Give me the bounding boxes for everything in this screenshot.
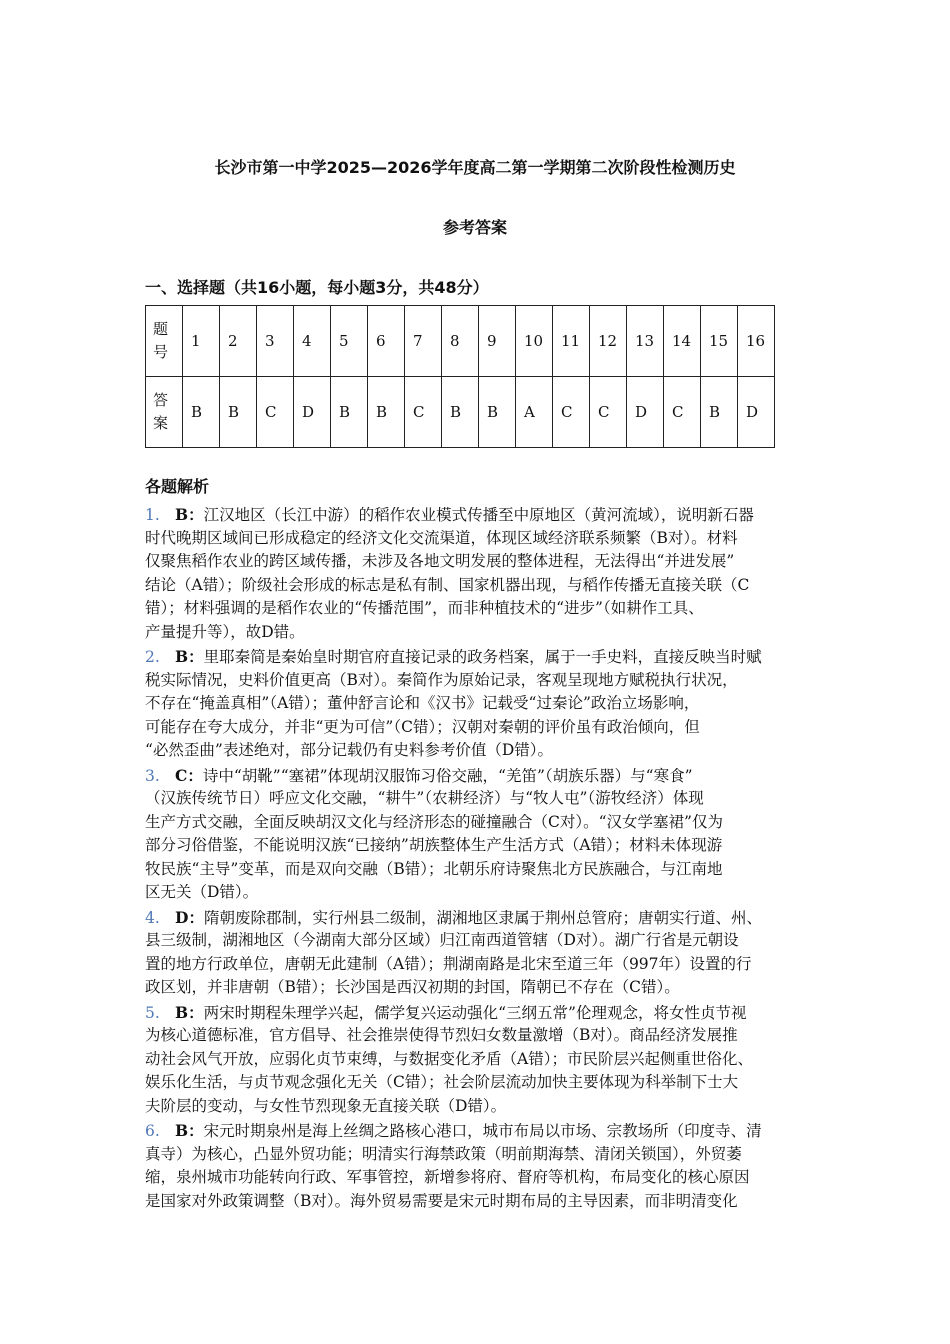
- answer-cell: D: [294, 377, 331, 448]
- question-number-cell: 11: [553, 306, 590, 377]
- line-text: 动社会风气开放，应弱化贞节束缚，与数据变化矛盾（A错）；市民阶层兴起侧重世俗化、: [145, 1049, 753, 1068]
- question-number-cell: 14: [664, 306, 701, 377]
- answer-cell: B: [368, 377, 405, 448]
- line-text: 不存在“掩盖真相”（A错）；董仲舒言论和《汉书》记载受“过秦论”政治立场影响，: [145, 694, 700, 712]
- label-char: 答: [153, 391, 169, 409]
- analysis-line: [145, 1143, 815, 1167]
- item-answer: B：: [175, 505, 204, 524]
- line-text: 为核心道德标准，官方倡导、社会推崇使得节烈妇女数量激增（B对）。商品经济发展推: [145, 1026, 738, 1044]
- item-answer: D：: [175, 907, 204, 927]
- item-answer: C：: [175, 765, 203, 785]
- question-number-cell: 4: [294, 306, 331, 377]
- line-text: 诗中“胡靴”“塞裙”体现胡汉服饰习俗交融，“羌笛”（胡族乐器）与“寒食”: [202, 766, 693, 785]
- analysis-line: [145, 881, 815, 905]
- analysis-line: [145, 669, 815, 693]
- analysis-line: [145, 1048, 815, 1072]
- line-text: 置的地方行政单位，唐朝无此建制（A错）；荆湖南路是北宋至道三年（997年）设置的行: [145, 954, 752, 973]
- line-text: “必然歪曲”表述绝对，部分记载仍有史料参考价值（D错）。: [145, 741, 554, 759]
- line-text: 结论（A错）；阶级社会形成的标志是私有制、国家机器出现，与稻作传播无直接关联（C: [145, 575, 750, 594]
- analysis-item: [145, 764, 815, 905]
- table-row-numbers: [146, 306, 775, 377]
- answer-cell: B: [479, 377, 516, 448]
- analysis-line: [145, 1190, 815, 1214]
- line-text: 错）；材料强调的是稻作农业的“传播范围”，而非种植技术的“进步”（如耕作工具、: [145, 599, 704, 617]
- question-number-cell: 12: [590, 306, 627, 377]
- analysis-line: [145, 692, 815, 716]
- item-answer: B：: [175, 647, 204, 666]
- analysis-line: [145, 764, 815, 788]
- analysis-item: [145, 1001, 815, 1119]
- row-label-answer: [146, 377, 183, 448]
- line-text: 时代晚期区域间已形成稳定的经济文化交流渠道，体现区域经济联系频繁（B对）。材料: [145, 528, 738, 547]
- analysis-line: [145, 621, 815, 645]
- analysis-item: [145, 906, 815, 1000]
- analysis-line: [145, 929, 815, 953]
- analysis-line: [145, 503, 815, 527]
- answer-cell: C: [553, 377, 590, 448]
- line-text: 产量提升等），故D错。: [145, 622, 305, 641]
- line-text: 夫阶层的变动，与女性节烈现象无直接关联（D错）。: [145, 1096, 507, 1115]
- answer-cell: B: [442, 377, 479, 448]
- line-text: （汉族传统节日）呼应文化交融，“耕牛”（农耕经济）与“牧人屯”（游牧经济）体现: [145, 789, 704, 807]
- line-text: 仅聚焦稻作农业的跨区域传播，未涉及各地文明发展的整体进程，无法得出“并进发展”: [145, 552, 735, 570]
- analysis-line: [145, 787, 815, 811]
- analysis-list: [145, 503, 815, 1214]
- question-number-cell: 1: [183, 306, 220, 377]
- answer-cell: C: [590, 377, 627, 448]
- analysis-line: [145, 1119, 815, 1143]
- line-text: 部分习俗借鉴，不能说明汉族“已接纳”胡族整体生产生活方式（A错）；材料未体现游: [145, 836, 723, 854]
- question-number-cell: 15: [701, 306, 738, 377]
- label-char: 题: [153, 320, 169, 338]
- item-answer: B：: [175, 1121, 204, 1140]
- analysis-line: [145, 811, 815, 835]
- answer-cell: D: [627, 377, 664, 448]
- item-number: 3.: [145, 766, 160, 785]
- question-number-cell: 7: [405, 306, 442, 377]
- analysis-line: [145, 953, 815, 977]
- line-text: 娱乐化生活，与贞节观念强化无关（C错）；社会阶层流动加快主要体现为科举制下士大: [145, 1073, 739, 1091]
- answer-cell: C: [405, 377, 442, 448]
- question-number-cell: 5: [331, 306, 368, 377]
- analysis-line: [145, 906, 815, 930]
- row-label-number: [146, 306, 183, 377]
- label-char: 案: [153, 414, 169, 432]
- analysis-line: [145, 834, 815, 858]
- line-text: 税实际情况，史料价值更高（B对）。秦简作为原始记录，客观呈现地方赋税执行状况，: [145, 670, 738, 689]
- analysis-item: [145, 1119, 815, 1213]
- analysis-item: [145, 503, 815, 644]
- answer-cell: C: [257, 377, 294, 448]
- analysis-line: [145, 1001, 815, 1025]
- answer-cell: B: [331, 377, 368, 448]
- analysis-line: [145, 1095, 815, 1119]
- line-text: 是国家对外政策调整（B对）。海外贸易需要是宋元时期布局的主导因素，而非明清变化: [145, 1191, 738, 1210]
- analysis-line: [145, 597, 815, 621]
- analysis-line: [145, 1166, 815, 1190]
- analysis-line: [145, 858, 815, 882]
- analysis-line: [145, 645, 815, 669]
- analysis-line: [145, 976, 815, 1000]
- item-answer: B：: [175, 1002, 204, 1022]
- line-text: 缩，泉州城市功能转向行政、军事管控，新增参将府、督府等机构，布局变化的核心原因: [145, 1168, 750, 1186]
- analysis-line: [145, 550, 815, 574]
- answer-cell: B: [701, 377, 738, 448]
- question-number-cell: 6: [368, 306, 405, 377]
- item-number: 2.: [145, 648, 160, 666]
- line-text: 区无关（D错）。: [145, 883, 259, 901]
- analysis-line: [145, 1071, 815, 1095]
- question-number-cell: 16: [738, 306, 775, 377]
- question-number-cell: 9: [479, 306, 516, 377]
- line-text: 牧民族“主导”变革，而是双向交融（B错）；北朝乐府诗聚焦北方民族融合，与江南地: [145, 859, 723, 878]
- analysis-line: [145, 739, 815, 763]
- answer-cell: B: [220, 377, 257, 448]
- answer-cell: D: [738, 377, 775, 448]
- analysis-heading: 各题解析: [145, 477, 210, 496]
- answer-table: [145, 305, 775, 448]
- line-text: 生产方式交融，全面反映胡汉文化与经济形态的碰撞融合（C对）。“汉女学塞裙”仅为: [145, 812, 723, 831]
- analysis-line: [145, 574, 815, 598]
- line-text: 政区划，并非唐朝（B错）；长沙国是西汉初期的封国，隋朝已不存在（C错）。: [145, 978, 680, 996]
- line-text: 隋朝废除郡制，实行州县二级制，湖湘地区隶属于荆州总管府；唐朝实行道、州、: [203, 908, 762, 927]
- item-number: 5.: [145, 1003, 160, 1022]
- question-number-cell: 2: [220, 306, 257, 377]
- line-text: 县三级制，湖湘地区（今湖南大部分区域）归江南西道管辖（D对）。湖广行省是元朝设: [145, 931, 739, 949]
- document-subtitle: 参考答案: [442, 218, 507, 237]
- line-text: 两宋时期程朱理学兴起，儒学复兴运动强化“三纲五常”伦理观念，将女性贞节视: [203, 1003, 747, 1022]
- line-text: 江汉地区（长江中游）的稻作农业模式传播至中原地区（黄河流域），说明新石器: [203, 506, 754, 524]
- analysis-line: [145, 1024, 815, 1048]
- label-char: 号: [153, 343, 169, 361]
- question-number-cell: 8: [442, 306, 479, 377]
- answer-cell: A: [516, 377, 553, 448]
- line-text: 里耶秦简是秦始皇时期官府直接记录的政务档案，属于一手史料，直接反映当时赋: [203, 648, 762, 666]
- table-row-answers: [146, 377, 775, 448]
- answer-cell: C: [664, 377, 701, 448]
- section-heading: 一、选择题（共16小题，每小题3分，共48分）: [145, 278, 489, 297]
- question-number-cell: 10: [516, 306, 553, 377]
- item-number: 4.: [145, 908, 160, 927]
- line-text: 真寺）为核心，凸显外贸功能；明清实行海禁政策（明前期海禁、清闭关锁国），外贸萎: [145, 1144, 742, 1163]
- line-text: 宋元时期泉州是海上丝绸之路核心港口，城市布局以市场、宗教场所（印度寺、清: [203, 1122, 762, 1140]
- analysis-line: [145, 527, 815, 551]
- item-number: 1.: [145, 506, 160, 524]
- analysis-line: [145, 716, 815, 740]
- analysis-item: [145, 645, 815, 763]
- document-title: 长沙市第一中学2025—2026学年度高二第一学期第二次阶段性检测历史: [214, 158, 736, 177]
- answer-cell: B: [183, 377, 220, 448]
- line-text: 可能存在夸大成分，并非“更为可信”（C错）；汉朝对秦朝的评价虽有政治倾向，但: [145, 717, 700, 736]
- question-number-cell: 13: [627, 306, 664, 377]
- question-number-cell: 3: [257, 306, 294, 377]
- item-number: 6.: [145, 1122, 160, 1140]
